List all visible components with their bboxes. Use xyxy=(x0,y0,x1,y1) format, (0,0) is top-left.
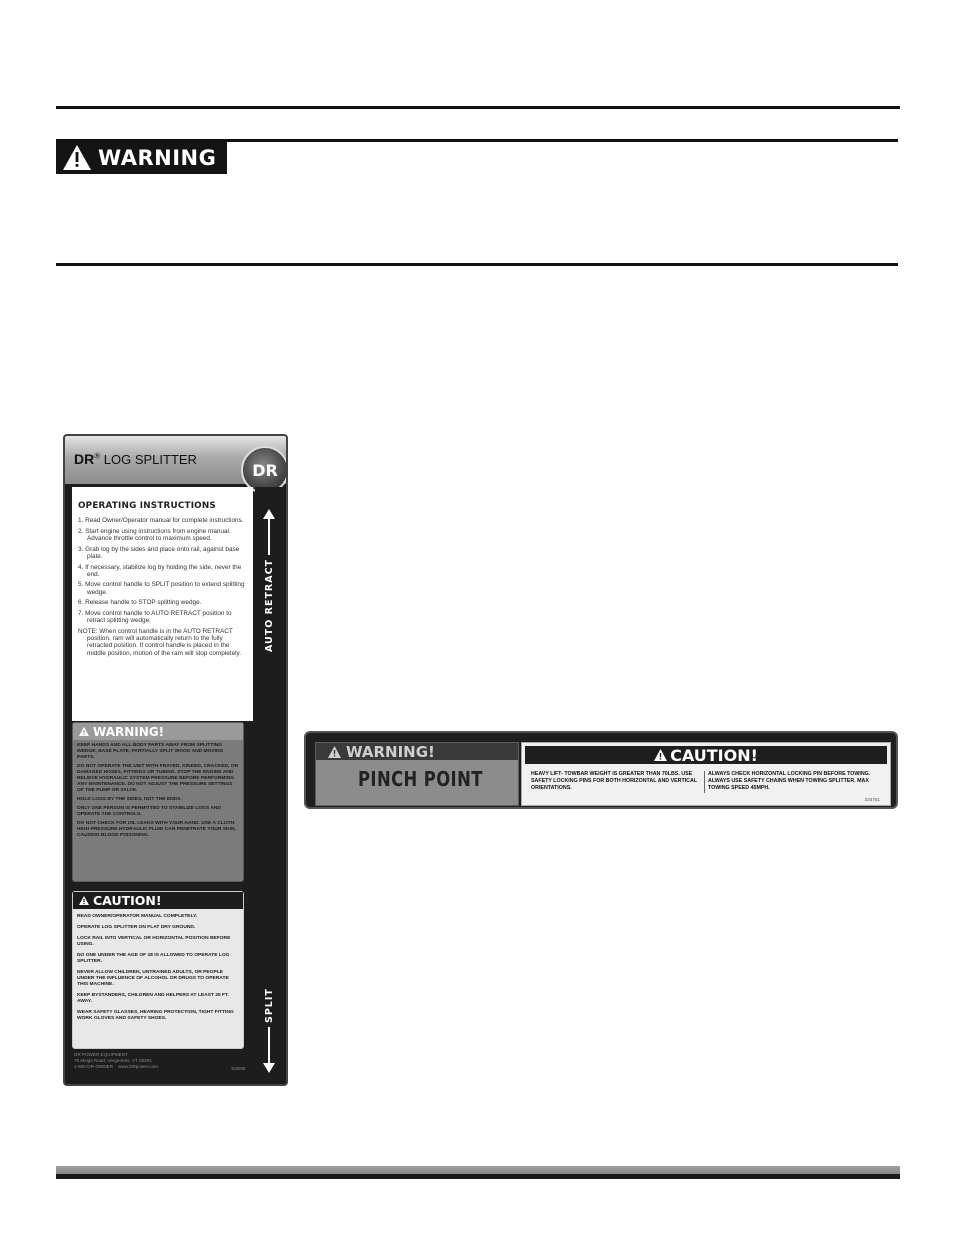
operating-step: 4. If necessary, stabilize log by holding the side, never the end. xyxy=(78,563,242,578)
decal-caution-box xyxy=(72,891,244,1049)
decal-warning-item: DO NOT OPERATE THE UNIT WITH FRAYED, KINKED, CRACKED, OR DAMAGED HOSES, FITTINGS OR TUBING. STOP THE ENGINE AND RELIEVE HYDRAULIC SYSTEM PRESSURE BEFORE PERFORMING ANY MAINTENANCE. DO NOT ADJUST THE PRESSURE SETTINGS OF THE PUMP OR VALVE. xyxy=(77,764,239,793)
decal-footer-phone: 1-800-DR-OWNER xyxy=(74,1064,114,1069)
warning-badge xyxy=(56,141,227,174)
decal-footer-address: 75 Meigs Road, Vergennes, VT 05491 xyxy=(74,1058,152,1063)
operating-instructions xyxy=(72,487,253,721)
operating-steps xyxy=(78,517,247,624)
warning-triangle-icon xyxy=(328,746,341,758)
towing-caution-title: CAUTION! xyxy=(670,745,758,765)
caution-triangle-icon xyxy=(654,749,667,761)
strip-part-number: 334751 xyxy=(864,797,880,802)
pinch-point-warning-title: WARNING! xyxy=(346,742,435,761)
decal-footer-contact xyxy=(74,1064,158,1070)
warning-bottom-rule xyxy=(56,263,898,266)
decal-warning-item: DO NOT CHECK FOR OIL LEAKS WITH YOUR HAND. USE A CLOTH. HIGH PRESSURE HYDRAULIC FLUID CAN PENETRATE YOUR SKIN, CAUSING BLOOD POISONING. xyxy=(77,821,236,838)
pinch-point-decal xyxy=(304,731,898,809)
decal-caution-item: READ OWNER/OPERATOR MANUAL COMPLETELY. xyxy=(77,914,198,919)
decal-warning-item: ONLY ONE PERSON IS PERMITTED TO STABILIZE LOGS AND OPERATE THE CONTROLS. xyxy=(77,806,221,817)
pinch-point-header xyxy=(316,743,518,760)
decal-warning-item: HOLD LOGS BY THE SIDES, NOT THE ENDS. xyxy=(77,797,182,802)
operating-note: NOTE: When control handle is in the AUTO RETRACT position, ram will automatically return to the fully retracted position. If control handle is placed in the middle position, motion of the ram will stop completely. xyxy=(78,627,242,657)
pinch-point-panel xyxy=(315,742,519,806)
decal-caution-item: WEAR SAFETY GLASSES, HEARING PROTECTION, TIGHT FITTING WORK GLOVES AND SAFETY SHOES. xyxy=(77,1010,234,1021)
towing-caution-header xyxy=(525,746,887,764)
operating-step: 2. Start engine using instructions from engine manual. Advance throttle control to maximum speed. xyxy=(78,527,231,542)
warning-triangle-icon xyxy=(79,727,89,736)
operating-step: 6. Release handle to STOP splitting wedge. xyxy=(78,599,202,607)
decal-product-name: LOG SPLITTER xyxy=(100,452,197,467)
operating-step: 1. Read Owner/Operator manual for complete instructions. xyxy=(78,517,244,524)
decal-footer xyxy=(74,1052,158,1070)
warning-triangle-icon xyxy=(62,144,92,171)
decal-brand xyxy=(74,451,197,467)
decal-caution-item: LOCK RAIL INTO VERTICAL OR HORIZONTAL POSITION BEFORE USING. xyxy=(77,936,231,947)
decal-brand-registered: ® xyxy=(94,451,101,461)
arrow-up-icon xyxy=(263,509,275,555)
towing-caution-right: ALWAYS CHECK HORIZONTAL LOCKING PIN BEFORE TOWING. ALWAYS USE SAFETY CHAINS WHEN TOWING SPLITTER. MAX TOWING SPEED 45MPH. xyxy=(708,771,871,791)
decal-caution-item: NO ONE UNDER THE AGE OF 18 IS ALLOWED TO OPERATE LOG SPLITTER. xyxy=(77,953,230,964)
decal-footer-company: DR POWER EQUIPMENT xyxy=(74,1052,128,1057)
pinch-point-label: PINCH POINT xyxy=(358,767,483,791)
towing-caution-left: HEAVY LIFT- TOWBAR WEIGHT IS GREATER THAN 70LBS. USE SAFETY LOCKING PINS FOR BOTH HORIZONTAL AND VERTICAL ORIENTATIONS. xyxy=(531,771,697,791)
decal-warning-item: KEEP HANDS AND ALL BODY PARTS AWAY FROM SPLITTING WEDGE, BASE PLATE, PARTIALLY SPLIT WOOD AND MOVING PARTS. xyxy=(77,743,224,760)
log-splitter-decal xyxy=(63,434,288,1086)
decal-caution-title: CAUTION! xyxy=(93,893,162,908)
caution-triangle-icon xyxy=(79,896,89,905)
decal-warning-box xyxy=(72,722,244,882)
dr-logo-text: DR xyxy=(252,460,278,480)
decal-caution-item: NEVER ALLOW CHILDREN, UNTRAINED ADULTS, OR PEOPLE UNDER THE INFLUENCE OF ALCOHOL OR DRUGS TO OPERATE THIS MACHINE. xyxy=(77,970,229,987)
decal-footer-web: www.DRpower.com xyxy=(118,1064,158,1069)
caution-divider xyxy=(704,771,705,793)
footer-bar xyxy=(56,1166,900,1179)
arrow-down-icon xyxy=(263,1027,275,1073)
top-rule xyxy=(56,106,900,109)
decal-caution-item: KEEP BYSTANDERS, CHILDREN AND HELPERS AT LEAST 25 FT. AWAY. xyxy=(77,993,229,1004)
operating-step: 7. Move control handle to AUTO RETRACT position to retract splitting wedge. xyxy=(78,610,232,625)
operating-step: 3. Grab log by the sides and place onto rail, against base plate. xyxy=(78,545,240,560)
decal-warning-header xyxy=(73,723,243,740)
warning-badge-label: WARNING xyxy=(98,145,217,170)
decal-caution-header xyxy=(73,892,243,909)
decal-warning-title: WARNING! xyxy=(93,724,165,739)
decal-caution-item: OPERATE LOG SPLITTER ON FLAT DRY GROUND. xyxy=(77,925,196,930)
direction-strip xyxy=(255,487,284,1077)
decal-brand-name: DR xyxy=(74,451,95,467)
split-label: SPLIT xyxy=(264,988,275,1023)
operating-instructions-title: OPERATING INSTRUCTIONS xyxy=(78,501,216,511)
decal-part-number: 334688 xyxy=(231,1066,246,1071)
towing-caution-panel xyxy=(521,742,891,806)
operating-step: 5. Move control handle to SPLIT position to extend splitting wedge. xyxy=(78,581,245,596)
auto-retract-label: AUTO RETRACT xyxy=(264,558,275,652)
